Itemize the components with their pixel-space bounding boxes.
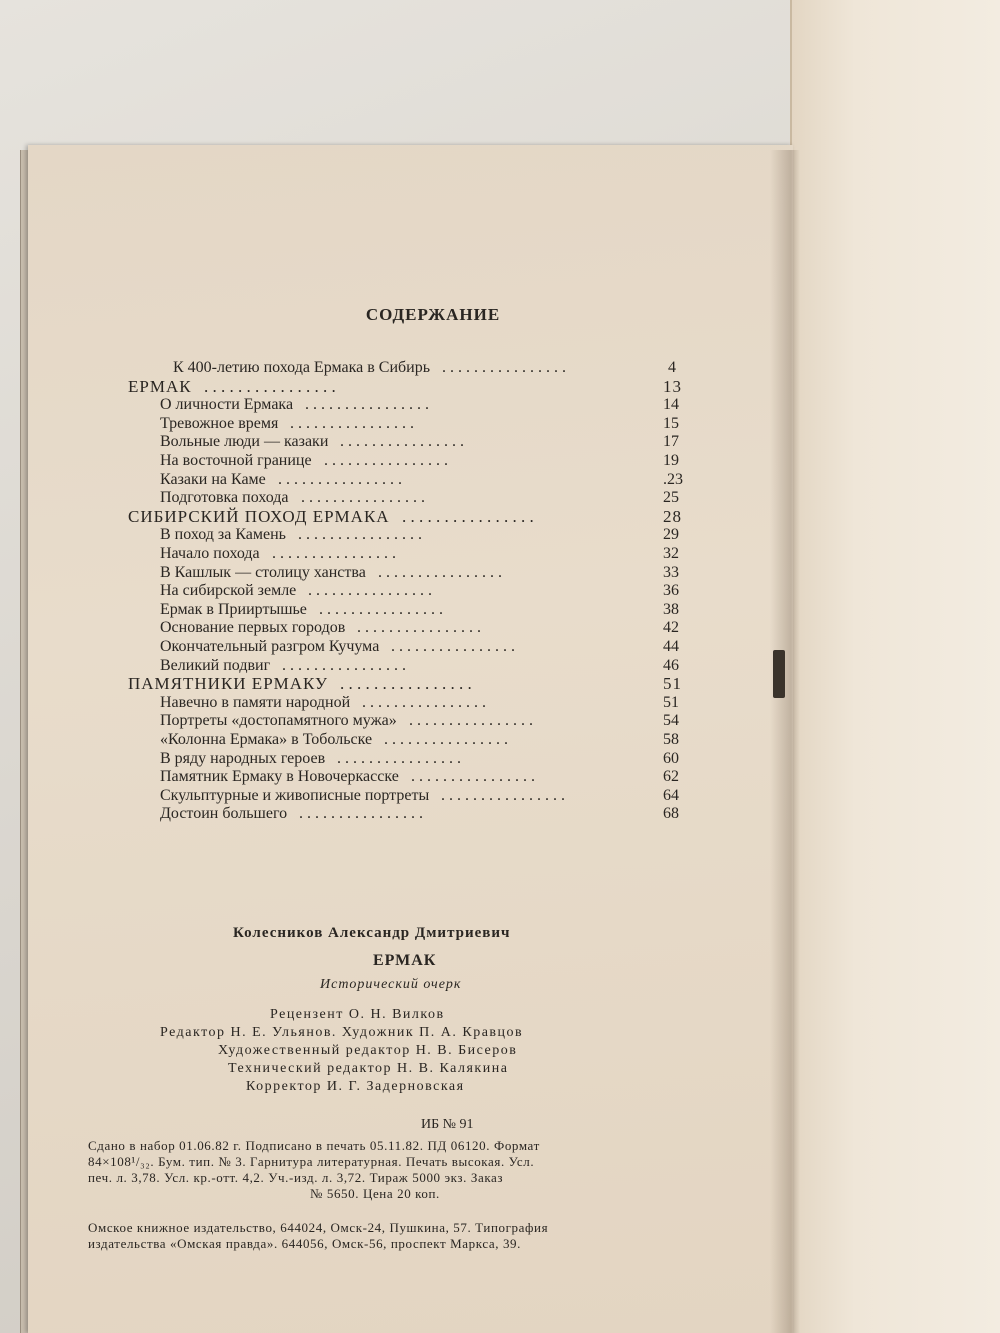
leader-dots: . . . . . . . . . . . . . . . .	[409, 712, 533, 730]
entry-label: Скульптурные и живописные портреты	[160, 786, 430, 804]
entry-label: Достоин большего	[160, 805, 288, 823]
book-page	[28, 145, 793, 1333]
entry-label: ПАМЯТНИКИ ЕРМАКУ	[128, 674, 329, 694]
leader-dots: . . . . . . . . . . . . . . . .	[441, 786, 565, 804]
contents-entry	[160, 711, 728, 731]
book-subtitle: Исторический очерк	[320, 977, 462, 992]
contents-entry	[160, 656, 728, 676]
entry-page-number: 19	[663, 452, 679, 469]
entry-page-number: 58	[663, 731, 679, 748]
contents-title: СОДЕРЖАНИЕ	[365, 305, 501, 324]
entry-page-number: 64	[663, 786, 679, 804]
leader-dots: . . . . . . . . . . . . . . . .	[324, 452, 448, 469]
entry-page-number: 62	[663, 768, 679, 786]
leader-dots: . . . . . . . . . . . . . . . .	[402, 506, 534, 526]
contents-entry	[160, 563, 728, 583]
imprint-line: № 5650. Цена 20 коп.	[310, 1186, 440, 1201]
leader-dots: . . . . . . . . . . . . . . . .	[282, 656, 406, 674]
leader-dots: . . . . . . . . . . . . . . . .	[278, 470, 402, 488]
contents-entry	[160, 804, 728, 824]
contents-entry	[173, 358, 728, 378]
art-editor-line: Художественный редактор Н. В. Бисеров	[218, 1043, 518, 1058]
entry-page-number: .23	[663, 470, 683, 488]
book-title: ЕРМАК	[373, 952, 437, 969]
staple	[773, 650, 785, 698]
entry-label: Ермак в Прииртышье	[160, 600, 307, 618]
entry-page-number: 51	[663, 693, 679, 711]
leader-dots: . . . . . . . . . . . . . . . .	[384, 731, 508, 748]
entry-label: Навечно в памяти народной	[160, 693, 351, 711]
entry-page-number: 51	[663, 674, 682, 694]
entry-page-number: 60	[663, 749, 679, 767]
imprint-block	[88, 1138, 708, 1202]
entry-label: В Кашлык — столицу ханства	[160, 563, 366, 581]
entry-page-number: 29	[663, 526, 679, 544]
leader-dots: . . . . . . . . . . . . . . . .	[378, 563, 502, 581]
imprint-line: Сдано в набор 01.06.82 г. Подписано в печать 05.11.82. ПД 06120. Формат	[88, 1138, 540, 1153]
leader-dots: . . . . . . . . . . . . . . . .	[442, 359, 566, 376]
contents-entry	[160, 767, 728, 787]
leader-dots: . . . . . . . . . . . . . . . .	[204, 376, 336, 396]
entry-label: Великий подвиг	[160, 656, 271, 674]
contents-entry	[160, 693, 728, 713]
leader-dots: . . . . . . . . . . . . . . . .	[391, 638, 515, 655]
contents-entry	[160, 432, 728, 452]
entry-page-number: 14	[663, 396, 679, 414]
contents-entry	[160, 581, 728, 601]
spine-shadow	[770, 150, 800, 1333]
author-name: Колесников Александр Дмитриевич	[233, 925, 511, 941]
contents-entry	[160, 749, 728, 769]
contents-section	[128, 507, 728, 527]
leader-dots: . . . . . . . . . . . . . . . .	[362, 693, 486, 711]
contents-entry	[160, 525, 728, 545]
entry-label: На восточной границе	[160, 452, 312, 469]
entry-label: ЕРМАК	[128, 376, 192, 396]
entry-label: СИБИРСКИЙ ПОХОД ЕРМАКА	[128, 506, 390, 526]
entry-page-number: 25	[663, 489, 679, 507]
contents-entry	[160, 544, 728, 564]
publisher-line: издательства «Омская правда». 644056, Омск-56, проспект Маркса, 39.	[88, 1236, 521, 1251]
entry-label: Тревожное время	[160, 414, 279, 432]
leader-dots: . . . . . . . . . . . . . . . .	[305, 396, 429, 414]
entry-page-number: 38	[663, 600, 679, 618]
leader-dots: . . . . . . . . . . . . . . . .	[299, 805, 423, 823]
entry-page-number: 13	[663, 376, 682, 396]
leader-dots: . . . . . . . . . . . . . . . .	[340, 433, 464, 451]
leader-dots: . . . . . . . . . . . . . . . .	[308, 582, 432, 600]
leader-dots: . . . . . . . . . . . . . . . .	[301, 489, 425, 507]
entry-page-number: 32	[663, 545, 679, 562]
contents-entry	[160, 488, 728, 508]
entry-page-number: 42	[663, 619, 679, 637]
entry-label: Начало похода	[160, 545, 260, 562]
contents-section	[128, 674, 728, 694]
leader-dots: . . . . . . . . . . . . . . . .	[340, 674, 472, 694]
entry-label: Вольные люди — казаки	[160, 433, 329, 451]
entry-label: Подготовка похода	[160, 489, 289, 507]
tech-editor-line: Технический редактор Н. В. Калякина	[228, 1061, 509, 1076]
contents-entry	[160, 395, 728, 415]
leader-dots: . . . . . . . . . . . . . . . .	[411, 768, 535, 786]
leader-dots: . . . . . . . . . . . . . . . .	[337, 749, 461, 767]
leader-dots: . . . . . . . . . . . . . . . .	[290, 414, 414, 432]
entry-label: «Колонна Ермака» в Тобольске	[160, 731, 373, 748]
entry-page-number: 28	[663, 506, 682, 526]
entry-label: Основание первых городов	[160, 619, 346, 637]
entry-page-number: 68	[663, 805, 679, 823]
entry-page-number: 54	[663, 712, 679, 730]
contents-entry	[160, 470, 728, 490]
publisher-block	[88, 1220, 718, 1252]
contents-list	[28, 145, 793, 845]
entry-page-number: 36	[663, 582, 679, 600]
contents-entry	[160, 414, 728, 434]
imprint-line: печ. л. 3,78. Усл. кр.-отт. 4,2. Уч.-изд. л. 3,72. Тираж 5000 экз. Заказ	[88, 1170, 504, 1185]
entry-label: В поход за Камень	[160, 526, 286, 544]
leader-dots: . . . . . . . . . . . . . . . .	[357, 619, 481, 637]
leader-dots: . . . . . . . . . . . . . . . .	[272, 545, 396, 562]
editor-line: Редактор Н. Е. Ульянов. Художник П. А. Кравцов	[160, 1025, 524, 1040]
reviewer-line: Рецензент О. Н. Вилков	[270, 1007, 445, 1022]
entry-page-number: 15	[663, 414, 679, 432]
leader-dots: . . . . . . . . . . . . . . . .	[298, 526, 422, 544]
entry-page-number: 17	[663, 433, 679, 451]
contents-entry	[160, 618, 728, 638]
entry-page-number: 46	[663, 656, 679, 674]
entry-label: Портреты «достопамятного мужа»	[160, 712, 397, 730]
leader-dots: . . . . . . . . . . . . . . . .	[319, 600, 443, 618]
entry-label: К 400-летию похода Ермака в Сибирь	[173, 359, 430, 376]
entry-label: На сибирской земле	[160, 582, 297, 600]
contents-entry	[160, 451, 728, 471]
imprint-line: 84×108¹/₃₂. Бум. тип. № 3. Гарнитура литературная. Печать высокая. Усл.	[88, 1154, 535, 1169]
publisher-line: Омское книжное издательство, 644024, Омск-24, Пушкина, 57. Типография	[88, 1220, 549, 1235]
contents-entry	[160, 637, 728, 657]
contents-entry	[160, 786, 728, 806]
contents-entry	[160, 600, 728, 620]
entry-page-number: 4	[668, 359, 676, 376]
entry-label: Казаки на Каме	[160, 470, 266, 488]
contents-section	[128, 377, 728, 397]
entry-label: Окончательный разгром Кучума	[160, 638, 380, 655]
entry-page-number: 33	[663, 563, 679, 581]
proofreader-line: Корректор И. Г. Задерновская	[246, 1079, 465, 1094]
entry-label: Памятник Ермаку в Новочеркасске	[160, 768, 399, 786]
facing-page	[790, 0, 1000, 1333]
entry-page-number: 44	[663, 638, 679, 655]
entry-label: В ряду народных героев	[160, 749, 326, 767]
contents-entry	[160, 730, 728, 750]
entry-label: О личности Ермака	[160, 396, 294, 414]
ib-number: ИБ № 91	[421, 1117, 474, 1132]
